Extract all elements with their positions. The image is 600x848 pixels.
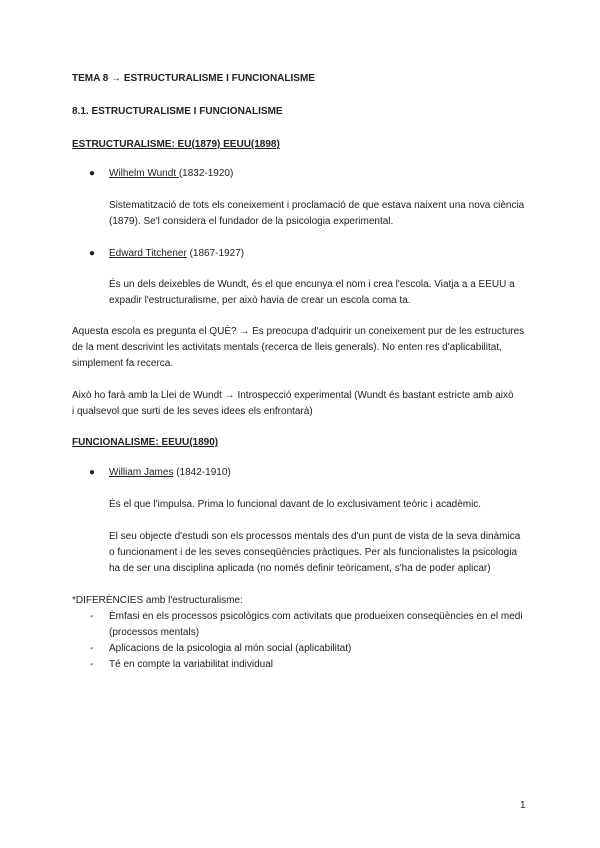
wundt-name: Wilhelm Wundt bbox=[109, 168, 179, 179]
wundt-years: (1832-1920) bbox=[178, 168, 234, 179]
wundt-entry bbox=[109, 166, 233, 182]
dash-difference-3: - bbox=[90, 659, 94, 670]
structuralism-para2-line-2: i qualsevol que surti de les seves idees els enfrontarà) bbox=[72, 406, 313, 417]
titchener-name: Edward Titchener bbox=[109, 248, 187, 259]
james-years: (1842-1910) bbox=[173, 467, 231, 478]
differences-heading: *DIFERÈNCIES amb l'estructuralisme: bbox=[72, 595, 243, 606]
difference-2-line-1: Aplicacions de la psicologia al món social (aplicabilitat) bbox=[109, 643, 352, 654]
james-entry bbox=[109, 465, 231, 481]
titchener-years: (1867-1927) bbox=[186, 248, 245, 259]
titchener-entry bbox=[109, 246, 244, 262]
bullet-james: ● bbox=[89, 467, 96, 478]
bullet-titchener: ● bbox=[89, 248, 96, 259]
wundt-desc-line-2: (1879). Se'l considera el fundador de la psicologia experimental. bbox=[109, 216, 394, 227]
structuralism-para1-line-1: Aquesta escola es pregunta el QUÈ? → Es preocupa d'adquirir un coneixement pur de les estructures bbox=[72, 326, 525, 337]
titchener-desc-line-1: És un dels deixebles de Wundt, és el que encunya el nom i crea l'escola. Viatja a a EEUU a bbox=[109, 279, 515, 290]
functionalism-heading: FUNCIONALISME: EEUU(1890) bbox=[72, 437, 219, 448]
page-number: 1 bbox=[520, 800, 526, 811]
structuralism-heading: ESTRUCTURALISME: EU(1879) EEUU(1898) bbox=[72, 139, 280, 150]
difference-1-line-1: Èmfasi en els processos psicològics com activitats que produeixen conseqüències en el medi bbox=[109, 611, 523, 622]
difference-1-line-2: (processos mentals) bbox=[109, 627, 200, 638]
section-heading: 8.1. ESTRUCTURALISME I FUNCIONALISME bbox=[72, 106, 283, 117]
structuralism-para2-line-1: Això ho farà amb la Llei de Wundt → Introspecció experimental (Wundt és bastant estricte amb això bbox=[72, 390, 514, 401]
james-name: William James bbox=[109, 467, 174, 478]
james-desc2-line-1: El seu objecte d'estudi son els processos mentals des d'un punt de vista de la seva dinàmica bbox=[109, 531, 521, 542]
dash-difference-1: - bbox=[90, 611, 94, 622]
titchener-desc-line-2: expadir l'estructuralisme, per això havia de crear un escola coma ta. bbox=[109, 295, 411, 306]
structuralism-para1-line-2: de la ment descrivint les activitats mentals (recerca de lleis generals). No enten res d'aplicabilitat, bbox=[72, 342, 502, 353]
structuralism-para1-line-3: simplement fa recerca. bbox=[72, 358, 174, 369]
james-desc2-line-2: o funcionament i de les seves conseqüències pràctiques. Per als funcionalistes la psicologia bbox=[109, 547, 518, 558]
bullet-wundt: ● bbox=[89, 168, 96, 179]
james-desc1: És el que l'impulsa. Prima lo funcional davant de lo exclusivament teòric i acadèmic. bbox=[109, 499, 482, 510]
difference-3-line-1: Té en compte la variabilitat individual bbox=[109, 659, 273, 670]
james-desc2-line-3: ha de ser una disciplina aplicada (no només definir teòricament, s'ha de poder aplicar) bbox=[109, 563, 491, 574]
dash-difference-2: - bbox=[90, 643, 94, 654]
document-title: TEMA 8 → ESTRUCTURALISME I FUNCIONALISME bbox=[72, 73, 315, 84]
wundt-desc-line-1: Sistematització de tots els coneixement i proclamació de que estava naixent una nova ciència bbox=[109, 200, 525, 211]
